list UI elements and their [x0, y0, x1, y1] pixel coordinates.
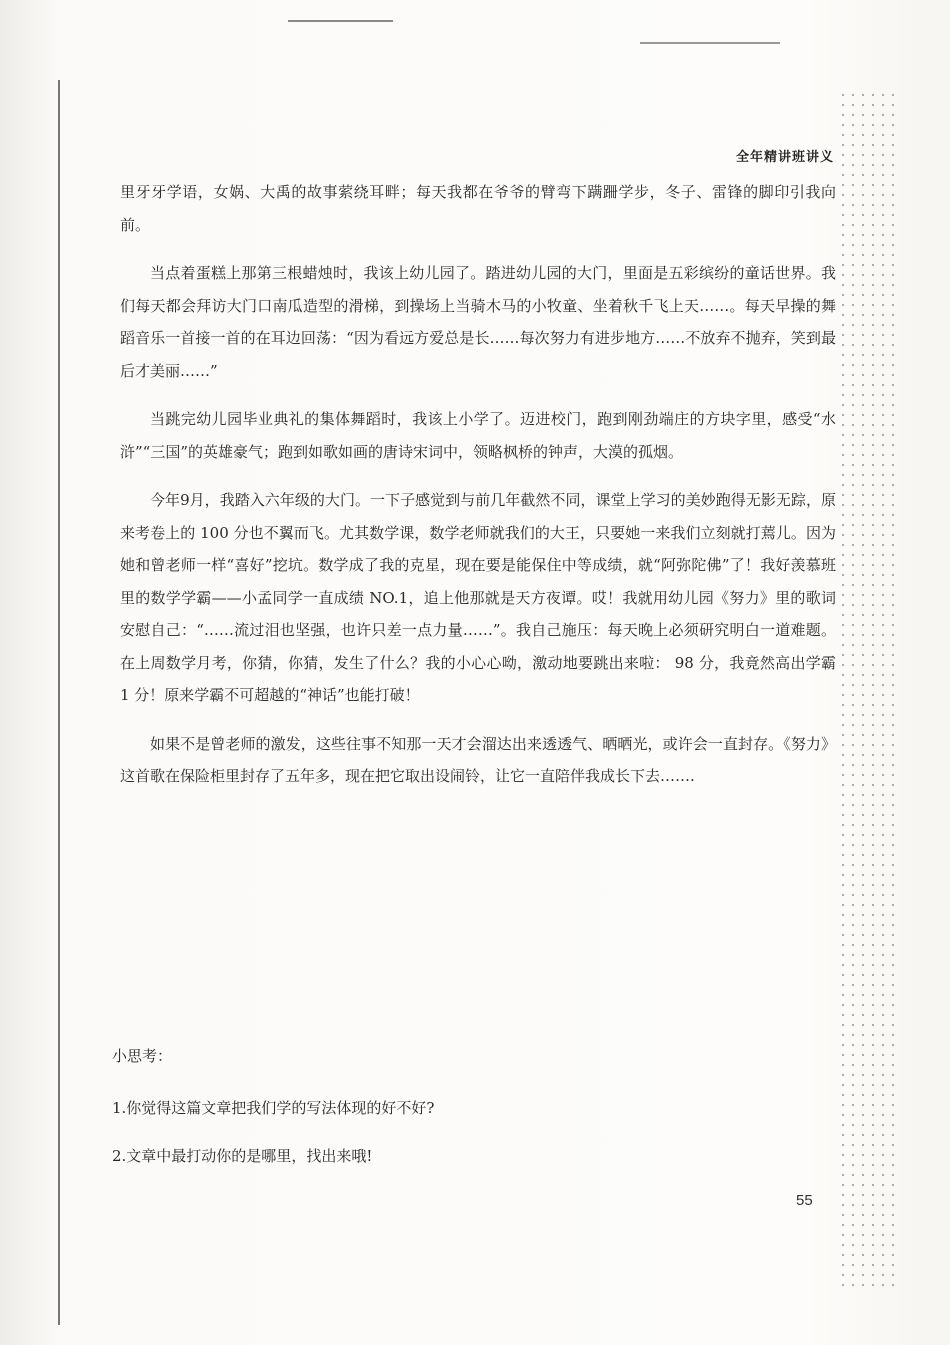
thinking-section: [112, 1040, 812, 1188]
essay-body: [120, 176, 836, 809]
top-rule: [288, 20, 393, 22]
top-rule: [640, 42, 780, 44]
paragraph: 今年9月，我踏入六年级的大门。一下子感觉到与前几年截然不同，课堂上学习的美妙跑得无影无踪，原来考卷上的 100 分也不翼而飞。尤其数学课，数学老师就我们的大王，只要她一来我们立刻就打蔫儿。因为她和曾老师一样“喜好”挖坑。数学成了我的克星，现在要是能保住中等成绩，就“阿弥陀佛”了！我好羡慕班里的数学学霸——小孟同学一直成绩 NO.1，追上他那就是天方夜谭。哎！我就用幼儿园《努力》里的歌词安慰自己：“……流过泪也坚强，也许只差一点力量……”。我自己施压：每天晚上必须研究明白一道难题。在上周数学月考，你猜，你猜，发生了什么？我的小心心呦，激动地要跳出来啦： 98 分，我竟然高出学霸 1 分！原来学霸不可超越的“神话”也能打破！: [120, 491, 836, 704]
page-number: 55: [796, 1192, 813, 1209]
dot-pattern: [838, 90, 898, 1290]
binding-rule: [58, 80, 60, 1325]
paragraph: 当跳完幼儿园毕业典礼的集体舞蹈时，我该上小学了。迈进校门，跑到刚劲端庄的方块字里，感受“水浒”“三国”的英雄豪气；跑到如歌如画的唐诗宋词中，领略枫桥的钟声，大漠的孤烟。: [120, 410, 836, 461]
thinking-question: 1.你觉得这篇文章把我们学的写法体现的好不好?: [112, 1099, 435, 1117]
thinking-question: 2.文章中最打动你的是哪里，找出来哦!: [112, 1147, 373, 1165]
thinking-title: 小思考：: [112, 1047, 173, 1065]
paragraph: 当点着蛋糕上那第三根蜡烛时，我该上幼儿园了。踏进幼儿园的大门，里面是五彩缤纷的童话世界。我们每天都会拜访大门口南瓜造型的滑梯，到操场上当骑木马的小牧童、坐着秋千飞上天……。每天早操的舞蹈音乐一首接一首的在耳边回荡：“因为看远方爱总是长……每次努力有进步地方……不放弃不抛弃，笑到最后才美丽……”: [120, 264, 836, 380]
paragraph: 如果不是曾老师的激发，这些往事不知那一天才会溜达出来透透气、晒晒光，或许会一直封存。《努力》这首歌在保险柜里封存了五年多，现在把它取出设闹铃，让它一直陪伴我成长下去…….: [120, 734, 836, 785]
paragraph: 里牙牙学语，女娲、大禹的故事萦绕耳畔；每天我都在爷爷的臂弯下蹒跚学步，冬子、雷锋的脚印引我向前。: [120, 183, 836, 234]
running-header: 全年精讲班讲义: [735, 150, 834, 165]
